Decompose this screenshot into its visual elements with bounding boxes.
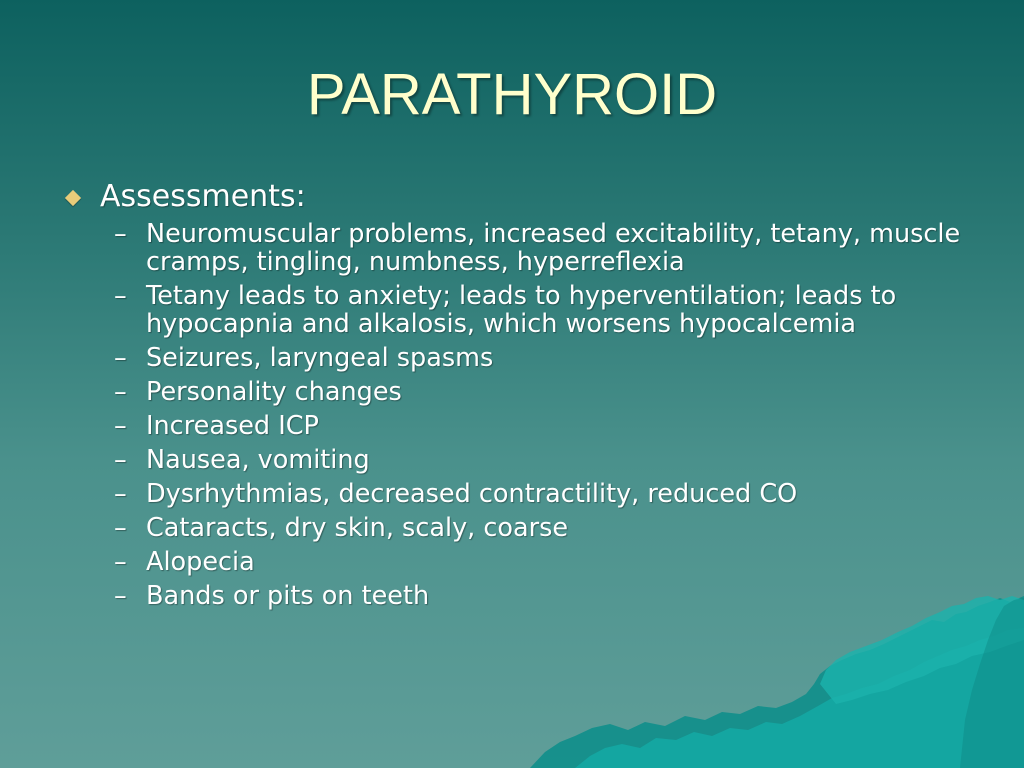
list-item bbox=[114, 378, 972, 406]
dash-bullet-icon: – bbox=[114, 479, 127, 509]
list-item bbox=[114, 282, 972, 338]
bullet-assessments bbox=[62, 178, 972, 216]
list-item-text: Neuromuscular problems, increased excitability, tetany, muscle cramps, tingling, numbness, hyperreflexia bbox=[146, 219, 961, 277]
list-item bbox=[114, 220, 972, 276]
list-item bbox=[114, 480, 972, 508]
assessment-list bbox=[62, 220, 972, 610]
dash-bullet-icon: – bbox=[114, 281, 127, 311]
list-item bbox=[114, 412, 972, 440]
slide-content bbox=[62, 178, 972, 616]
list-item-text: Nausea, vomiting bbox=[146, 445, 370, 475]
list-item bbox=[114, 344, 972, 372]
list-item bbox=[114, 582, 972, 610]
dash-bullet-icon: – bbox=[114, 581, 127, 611]
list-item-text: Increased ICP bbox=[146, 411, 319, 441]
list-item-text: Personality changes bbox=[146, 377, 402, 407]
dash-bullet-icon: – bbox=[114, 445, 127, 475]
list-item-text: Alopecia bbox=[146, 547, 255, 577]
list-item-text: Cataracts, dry skin, scaly, coarse bbox=[146, 513, 569, 543]
dash-bullet-icon: – bbox=[114, 411, 127, 441]
dash-bullet-icon: – bbox=[114, 547, 127, 577]
list-item bbox=[114, 446, 972, 474]
list-item-text: Dysrhythmias, decreased contractility, reduced CO bbox=[146, 479, 798, 509]
list-item bbox=[114, 548, 972, 576]
slide-title: PARATHYROID bbox=[306, 62, 718, 127]
list-item-text: Tetany leads to anxiety; leads to hyperventilation; leads to hypocapnia and alkalosis, which worsens hypocalcemia bbox=[146, 281, 897, 339]
dash-bullet-icon: – bbox=[114, 513, 127, 543]
diamond-bullet-icon bbox=[65, 190, 81, 206]
dash-bullet-icon: – bbox=[114, 343, 127, 373]
dash-bullet-icon: – bbox=[114, 219, 127, 249]
list-item-text: Bands or pits on teeth bbox=[146, 581, 430, 611]
list-item-text: Seizures, laryngeal spasms bbox=[146, 343, 494, 373]
bullet-heading: Assessments: bbox=[100, 179, 306, 214]
list-item bbox=[114, 514, 972, 542]
dash-bullet-icon: – bbox=[114, 377, 127, 407]
